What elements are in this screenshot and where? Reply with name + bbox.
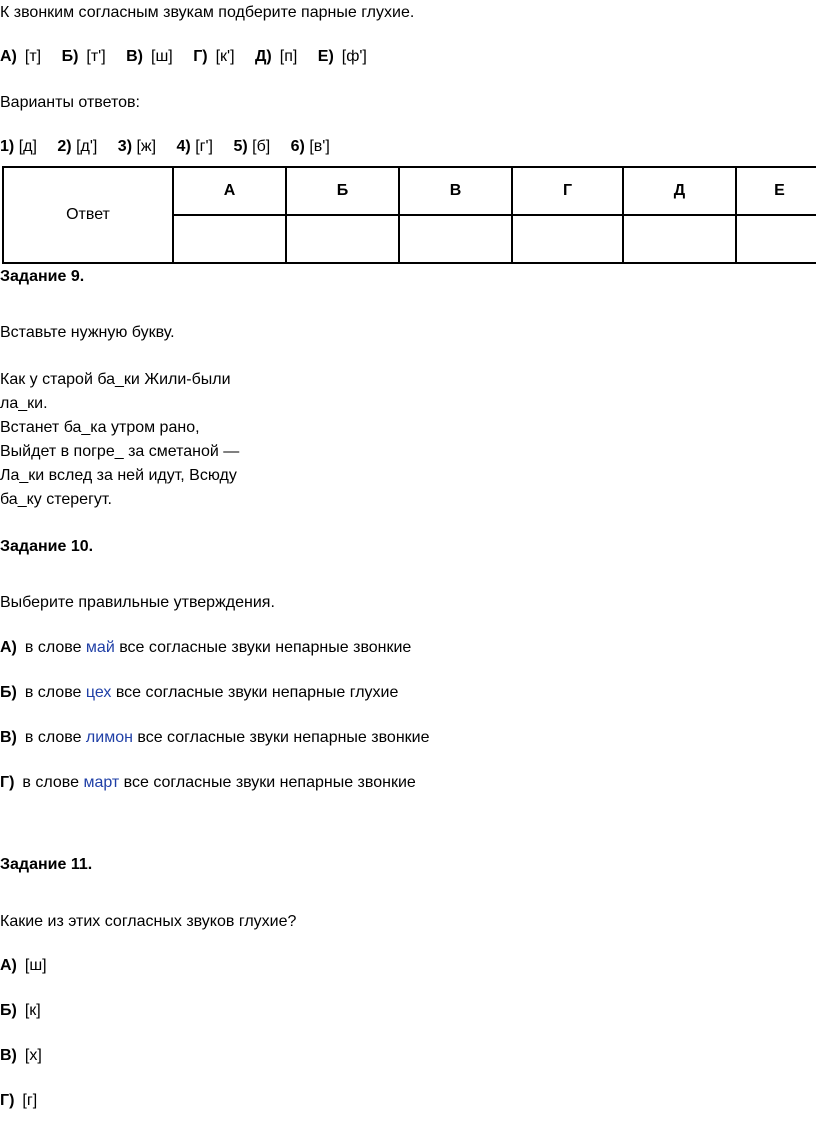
variant-sound: [д'] [76, 138, 98, 155]
item-letter: Г) [193, 48, 208, 65]
option-letter: Б) [0, 1002, 17, 1019]
variant-number: 2) [57, 138, 72, 155]
statement-rest: все согласные звуки непарные звонкие [137, 729, 430, 746]
answer-cell-b[interactable] [286, 215, 399, 263]
task9-title: Задание 9. [0, 268, 85, 285]
option-sound: [х] [24, 1047, 42, 1064]
option-g[interactable] [0, 1090, 37, 1112]
variant-number: 6) [290, 138, 305, 155]
variant-number: 5) [233, 138, 248, 155]
answer-cell-e[interactable] [736, 215, 816, 263]
statement-g[interactable] [0, 772, 416, 794]
statement-letter: В) [0, 729, 17, 746]
table-header-g: Г [512, 167, 623, 215]
item-letter: А) [0, 48, 17, 65]
variant-sound: [ж] [136, 138, 157, 155]
variants-label: Варианты ответов: [0, 94, 140, 111]
answer-cell-v[interactable] [399, 215, 512, 263]
statement-a[interactable] [0, 637, 411, 659]
table-header-v: В [399, 167, 512, 215]
item-sound: [т'] [86, 48, 106, 65]
item-letter: Д) [255, 48, 272, 65]
option-a[interactable] [0, 955, 47, 977]
variant-sound: [г'] [195, 138, 213, 155]
option-v[interactable] [0, 1045, 42, 1067]
variant-sound: [б] [252, 138, 271, 155]
statement-prefix: в слове [22, 774, 79, 791]
item-letter: Б) [61, 48, 79, 65]
poem-line: ба_ку стерегут. [0, 491, 112, 508]
table-header-b: Б [286, 167, 399, 215]
item-sound: [ш] [151, 48, 173, 65]
item-sound: [к'] [215, 48, 235, 65]
variant-number: 3) [117, 138, 133, 155]
item-letter: Е) [317, 48, 334, 65]
item-sound: [т] [24, 48, 42, 65]
item-sound: [п] [279, 48, 298, 65]
table-header-e: Е [736, 167, 816, 215]
option-sound: [к] [24, 1002, 41, 1019]
variant-number: 4) [176, 138, 191, 155]
task11-title: Задание 11. [0, 856, 93, 873]
answer-label-cell [3, 167, 173, 263]
answer-table [2, 166, 816, 264]
task8-items [0, 46, 367, 68]
option-letter: Г) [0, 1092, 15, 1109]
item-letter: В) [126, 48, 144, 65]
answer-label: Ответ [66, 206, 110, 223]
statement-rest: все согласные звуки непарные звонкие [123, 774, 416, 791]
task10-instruction: Выберите правильные утверждения. [0, 594, 275, 611]
answer-cell-g[interactable] [512, 215, 623, 263]
poem-line: Встанет ба_ка утром рано, [0, 419, 200, 436]
variant-sound: [в'] [309, 138, 330, 155]
statement-word: лимон [85, 729, 133, 746]
poem-line: Как у старой ба_ки Жили-были [0, 371, 231, 388]
statement-prefix: в слове [24, 639, 82, 656]
option-sound: [г] [22, 1092, 38, 1109]
task11-question: Какие из этих согласных звуков глухие? [0, 913, 297, 930]
task10-title: Задание 10. [0, 538, 94, 555]
option-letter: А) [0, 957, 17, 974]
item-sound: [ф'] [341, 48, 367, 65]
poem-line: ла_ки. [0, 395, 48, 412]
statement-prefix: в слове [24, 729, 82, 746]
statement-prefix: в слове [24, 684, 82, 701]
statement-letter: Г) [0, 774, 15, 791]
variant-sound: [д] [18, 138, 37, 155]
task8-instruction: К звонким согласным звукам подберите парные глухие. [0, 4, 415, 21]
variant-number: 1) [0, 138, 15, 155]
poem-line: Ла_ки вслед за ней идут, Всюду [0, 467, 237, 484]
statement-letter: Б) [0, 684, 17, 701]
statement-word: цех [85, 684, 112, 701]
table-header-a: А [173, 167, 286, 215]
statement-letter: А) [0, 639, 17, 656]
option-b[interactable] [0, 1000, 41, 1022]
statement-word: март [83, 774, 120, 791]
task9-instruction: Вставьте нужную букву. [0, 324, 175, 341]
option-sound: [ш] [24, 957, 47, 974]
statement-b[interactable] [0, 682, 398, 704]
task8-variants [0, 136, 330, 158]
statement-rest: все согласные звуки непарные звонкие [119, 639, 412, 656]
poem-line: Выйдет в погре_ за сметаной — [0, 443, 240, 460]
option-letter: В) [0, 1047, 17, 1064]
statement-word: май [85, 639, 115, 656]
answer-cell-d[interactable] [623, 215, 736, 263]
statement-rest: все согласные звуки непарные глухие [115, 684, 399, 701]
table-header-d: Д [623, 167, 736, 215]
statement-v[interactable] [0, 727, 430, 749]
answer-cell-a[interactable] [173, 215, 286, 263]
